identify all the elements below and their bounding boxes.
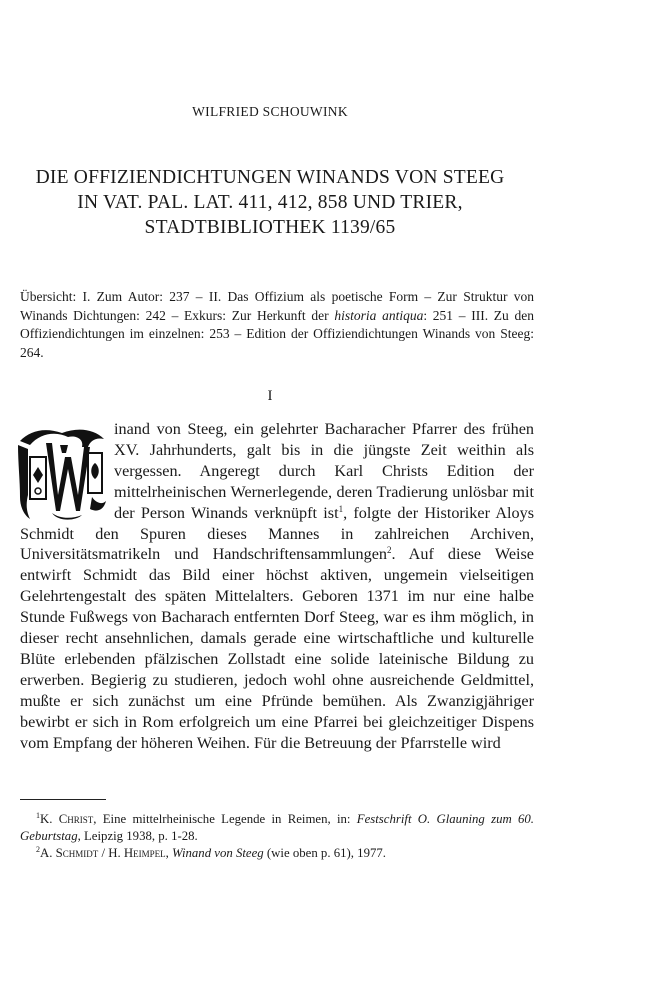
overview-italic: historia antiqua [334, 307, 424, 323]
footnote-1-number: 1 [36, 811, 40, 820]
footnote-2-number: 2 [36, 845, 40, 855]
body-text-2: , folgte der Historiker Aloys Schmidt den Spuren dieses Mannes in zahlreichen Archiven, Universitätsmatrikeln und Handschriftensammlungen [20, 503, 535, 564]
author-name: WILFRIED SCHOUWINK [192, 104, 348, 119]
footnote-2-italic: Winand von Steeg [172, 846, 264, 861]
footnote-2-rest: (wie oben p. 61), 1977. [263, 846, 386, 861]
body-text-1: inand von Steeg, ein gelehrter Bacharacher Pfarrer des frühen XV. Jahrhunderts, galt bis in die jüngste Zeit weithin als vergessen. Angeregt durch Karl Christs Edition der mittelrheinischen Wernerlegende, deren Tradierung unlösbar mit der Person Winands verknüpft ist [114, 420, 534, 522]
footnote-1 [20, 811, 534, 845]
title-line-3: STADTBIBLIOTHEK 1139/65 [144, 217, 396, 238]
footnote-1-author: K. Christ [40, 812, 94, 826]
overview-text-2: : 251 – III. Zu den Offiziendichtungen im einzelnen: 253 – Edition der Offiziendichtungen Winands von Steeg: 264. [20, 307, 534, 360]
decorated-initial-w-icon [16, 423, 108, 523]
article-title [0, 165, 540, 240]
footnote-ref-2[interactable]: 2 [387, 545, 392, 556]
footnote-1-rest: , Leipzig 1938, p. 1-28. [77, 829, 198, 844]
body-text-3: . Auf diese Weise entwirft Schmidt das Bild einer höchst aktiven, ungemein vielseitigen Gelehrtengestalt des späten Mittelalters. Geboren 1371 im nur eine halbe Stunde Fußwegs von Bacharach entfernten Dorf Steeg, war es ihm möglich, in dieser recht ansehnlichen, damals gerade eine wirtschaftliche und kulturelle Blüte erlebenden pfälzischen Zollstadt eine solide lateinische Bildung zu erwerben. Begierig zu studieren, jedoch wohl ohne ausreichende Geldmittel, mußte er sich zunächst um eine Pfründe bemühen. Als Zwanzigjähriger bewirbt er sich in Rom erfolgreich um eine Pfarrei bei gleichzeitiger Dispens vom Empfang der höheren Weihen. Für die Betreuung der Pfarrstelle wird [20, 545, 534, 752]
footnotes [20, 811, 534, 863]
footnote-1-italic: Festschrift O. Glauning zum 60. Geburtstag [20, 812, 534, 844]
footnote-2-text: , [165, 846, 172, 861]
section-number: I [267, 388, 273, 404]
title-line-2: IN VAT. PAL. LAT. 411, 412, 858 UND TRIER, [77, 192, 463, 213]
footnote-2-author: A. Schmidt / H. Heimpel [40, 846, 166, 861]
title-line-1: DIE OFFIZIENDICHTUNGEN WINANDS VON STEEG [35, 167, 505, 188]
footnote-2 [20, 845, 534, 862]
overview-paragraph [20, 288, 534, 362]
footnote-separator [20, 799, 106, 800]
footnote-1-text: , Eine mittelrheinische Legende in Reimen, in: [93, 812, 357, 826]
footnote-ref-1[interactable]: 1 [338, 503, 344, 514]
overview-text-1: Übersicht: I. Zum Autor: 237 – II. Das Offizium als poetische Form – Zur Struktur von Winands Dichtungen: 242 – Exkurs: Zur Herkunft der [20, 289, 534, 323]
body-text [20, 419, 534, 754]
